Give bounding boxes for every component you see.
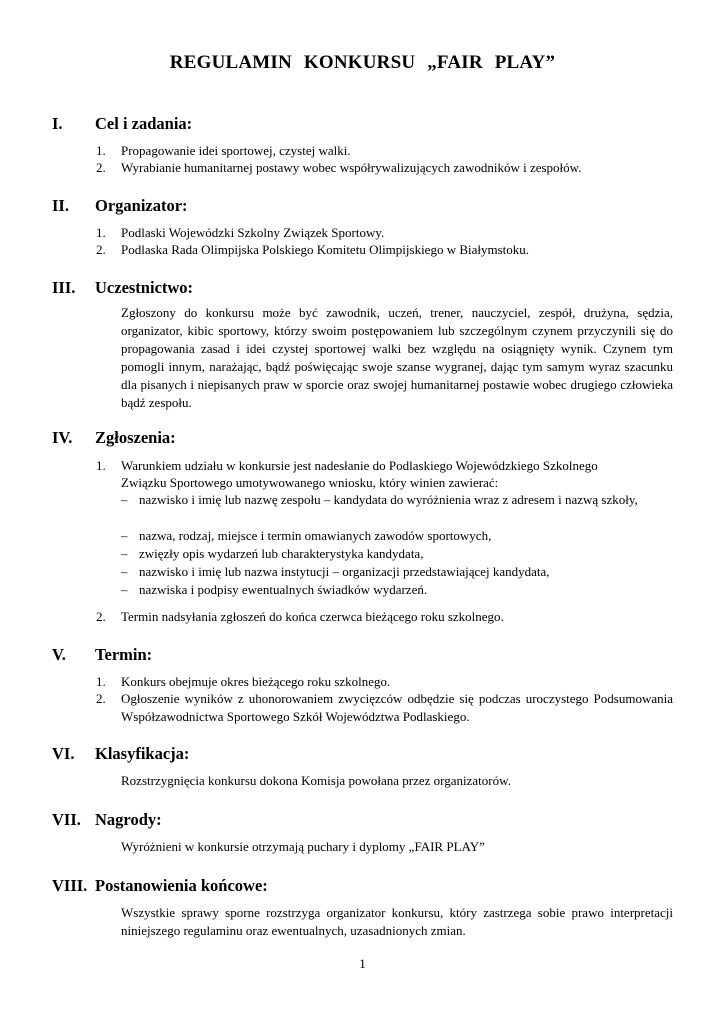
section-title: Postanowienia końcowe: (95, 876, 268, 895)
page-number: 1 (359, 956, 366, 971)
section-number: I. (52, 114, 63, 133)
section-title: Termin: (95, 645, 153, 664)
section-heading-7 (52, 810, 162, 830)
list-item: 1. Podlaski Wojewódzki Szkolny Związek Sportowy. (96, 225, 385, 240)
list-item: 2. Termin nadsyłania zgłoszeń do końca czerwca bieżącego roku szkolnego. (96, 609, 504, 624)
section-paragraph: Wszystkie sprawy sporne rozstrzyga organizator konkursu, który zastrzega sobie prawo interpretacji niniejszego regulaminu oraz ewentualnych, uzasadnionych zmian. (121, 905, 673, 938)
section-number: VI. (52, 744, 75, 763)
section-title: Zgłoszenia: (95, 428, 176, 447)
section-number: V. (52, 645, 66, 664)
section-paragraph: Wyróżnieni w konkursie otrzymają puchary i dyplomy „FAIR PLAY” (121, 839, 485, 854)
section-number: III. (52, 278, 76, 297)
section-heading-3 (52, 278, 193, 298)
list-item-continuation: Związku Sportowego umotywowanego wniosku, który winien zawierać: (121, 475, 499, 490)
section-heading-5 (52, 645, 152, 665)
list-item: 1. Propagowanie idei sportowej, czystej walki. (96, 143, 351, 158)
section-number: IV. (52, 428, 73, 447)
section-heading-4 (52, 428, 176, 448)
bullet-item: – nazwisko i imię lub nazwa instytucji – organizacji przedstawiającej kandydata, (121, 564, 550, 579)
list-item: 2. Podlaska Rada Olimpijska Polskiego Komitetu Olimpijskiego w Białymstoku. (96, 242, 530, 257)
section-number: VIII. (52, 876, 88, 895)
section-heading-2 (52, 196, 188, 216)
section-heading-6 (52, 744, 189, 764)
bullet-item: – nazwisko i imię lub nazwę zespołu – kandydata do wyróżnienia wraz z adresem i nazwą szkoły, (121, 492, 638, 507)
list-item: 2. Ogłoszenie wyników z uhonorowaniem zwycięzców odbędzie się podczas uroczystego Podsumowania Współzawodnictwa Sportowego Szkół Województwa Podlaskiego. (96, 691, 673, 724)
section-heading-1 (52, 114, 192, 134)
section-title: Organizator: (95, 196, 188, 215)
section-paragraph: Zgłoszony do konkursu może być zawodnik, uczeń, trener, nauczyciel, zespół, drużyna, sędzia, organizator, kibic sportowy, którzy swoim postępowaniem lub szczególnym czynem przyczynili się do propagowania zasad i idei czystej sportowej walki bez względu na osiągnięty wynik. Czynem tym pomogli innym, narażając, bądź poświęcając swoje szanse wygranej, dając tym samym wyraz szacunku dla pisanych i niepisanych praw w sporcie oraz swojej humanitarnej postawie wobec drugiego człowieka bądź zespołu. (121, 305, 673, 410)
list-item: 1. Konkurs obejmuje okres bieżącego roku szkolnego. (96, 674, 391, 689)
list-item: 1. Warunkiem udziału w konkursie jest nadesłanie do Podlaskiego Wojewódzkiego Szkolnego (96, 458, 598, 473)
section-title: Klasyfikacja: (95, 744, 190, 763)
section-heading-8 (52, 876, 268, 896)
section-number: II. (52, 196, 69, 215)
bullet-item: – nazwiska i podpisy ewentualnych świadków wydarzeń. (121, 582, 428, 597)
section-title: Uczestnictwo: (95, 278, 194, 297)
list-item: 2. Wyrabianie humanitarnej postawy wobec współrywalizujących zawodników i zespołów. (96, 160, 582, 175)
section-number: VII. (52, 810, 81, 829)
section-title: Nagrody: (95, 810, 162, 829)
bullet-item: – nazwa, rodzaj, miejsce i termin omawianych zawodów sportowych, (121, 528, 492, 543)
section-paragraph: Rozstrzygnięcia konkursu dokona Komisja powołana przez organizatorów. (121, 773, 511, 788)
bullet-item: – zwięzły opis wydarzeń lub charakterystyka kandydata, (121, 546, 424, 561)
section-title: Cel i zadania: (95, 114, 193, 133)
document-title: REGULAMIN KONKURSU „FAIR PLAY” (169, 52, 556, 73)
